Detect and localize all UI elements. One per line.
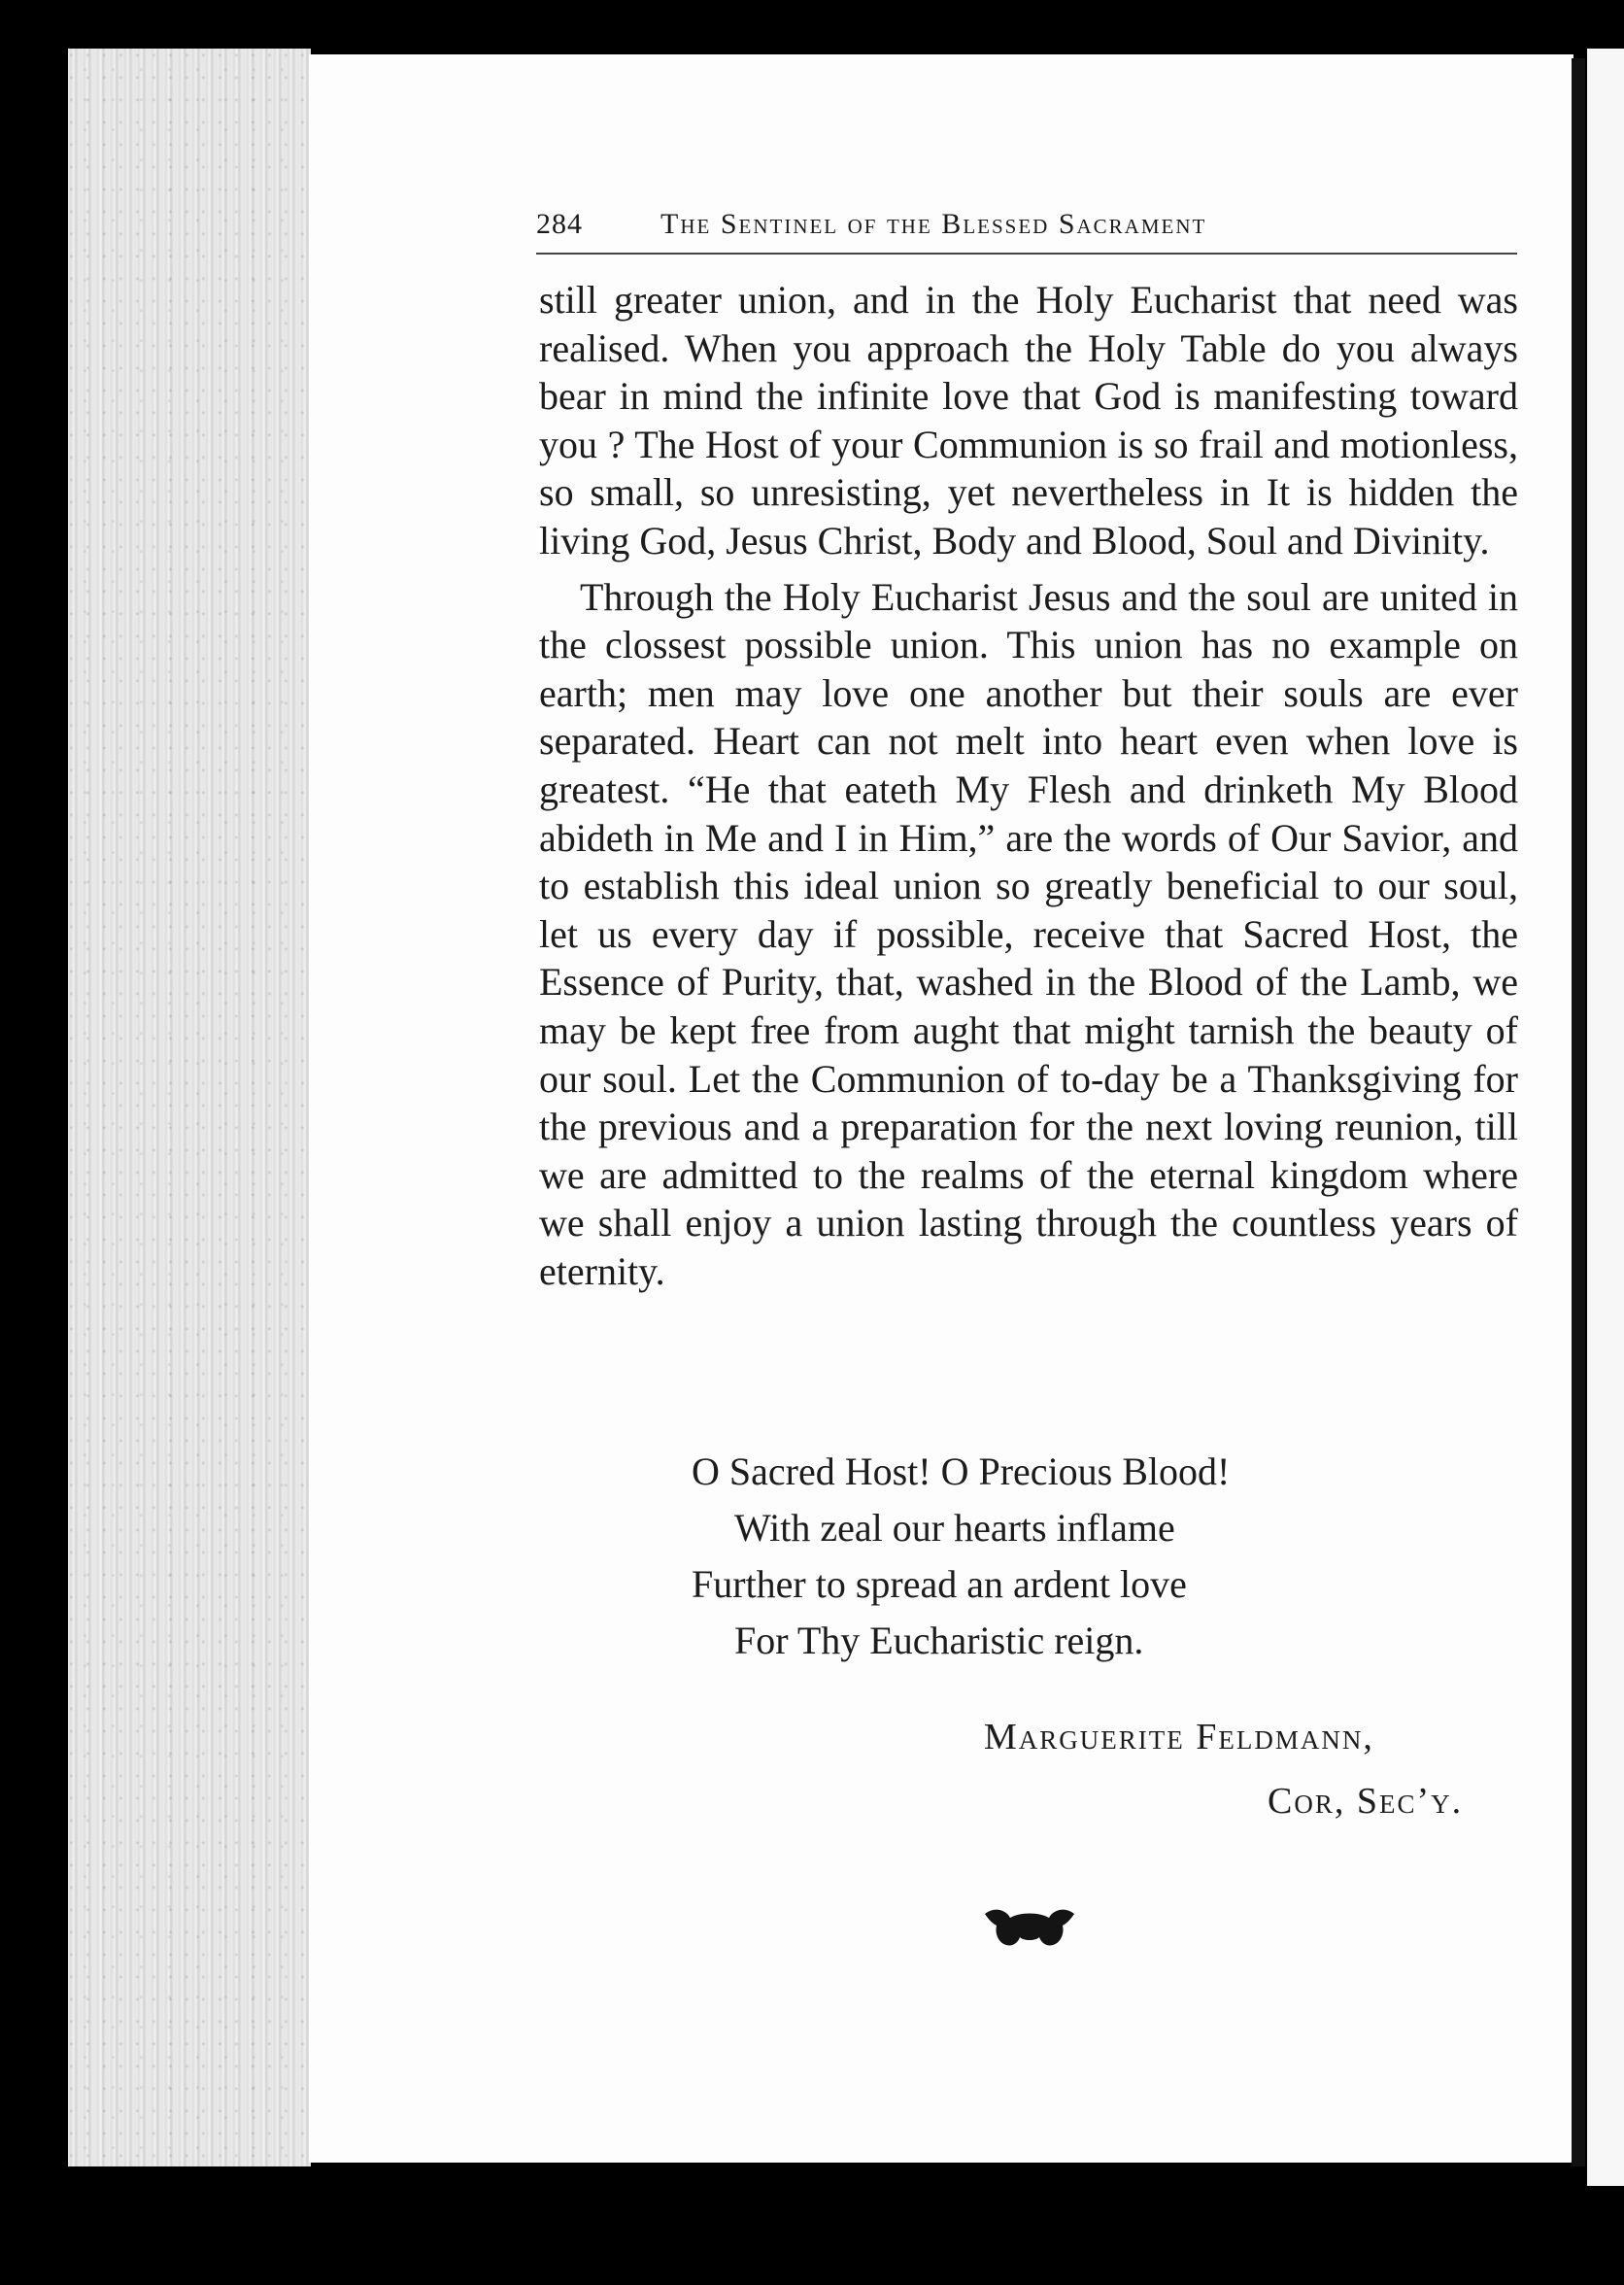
article-body xyxy=(539,276,1518,1295)
verse-line: With zeal our hearts inflame xyxy=(734,1506,1175,1550)
paragraph: still greater union, and in the Holy Eucharist that need was realised. When you approach the Holy Table do you always bear in mind the infinite love that God is manifesting toward you ? The Host of your Communion is so frail and motionless, so small, so unresisting, yet nevertheless in It is hidden the living God, Jesus Christ, Body and Blood, Soul and Divinity. xyxy=(539,278,1518,563)
running-head xyxy=(536,208,1517,255)
page-header-title: The Sentinel of the Blessed Sacrament xyxy=(660,208,1207,240)
verse-line: Further to spread an ardent love xyxy=(692,1562,1187,1606)
page-number: 284 xyxy=(536,208,583,240)
verse-line: For Thy Eucharistic reign. xyxy=(734,1619,1144,1662)
binding-shadow xyxy=(1572,58,1585,2166)
facing-page-edge xyxy=(1587,49,1624,2186)
page-edges xyxy=(68,49,311,2166)
verse xyxy=(692,1444,1371,1669)
signature-name: Marguerite Feldmann, xyxy=(984,1717,1374,1757)
verse-line: O Sacred Host! O Precious Blood! xyxy=(692,1449,1231,1493)
signature-title: Cor, Sec’y. xyxy=(1268,1781,1464,1822)
printers-ornament-icon xyxy=(981,1904,1078,1953)
paragraph: Through the Holy Eucharist Jesus and the soul are united in the clossest possible union. This union has no example on earth; men may love one another but their souls are ever separated. Heart can not melt into heart even when love is greatest. “He that eateth My Flesh and drinketh My Blood abideth in Me and I in Him,” are the words of Our Savior, and to establish this ideal union so greatly beneficial to our soul, let us every day if possible, receive that Sacred Host, the Essence of Purity, that, washed in the Blood of the Lamb, we may be kept free from aught that might tarnish the beauty of our soul. Let the Communion of to-day be a Thanksgiving for the previous and a preparation for the next loving reunion, till we are admitted to the realms of the eternal kingdom where we shall enjoy a union lasting through the countless years of eternity. xyxy=(539,574,1518,1293)
